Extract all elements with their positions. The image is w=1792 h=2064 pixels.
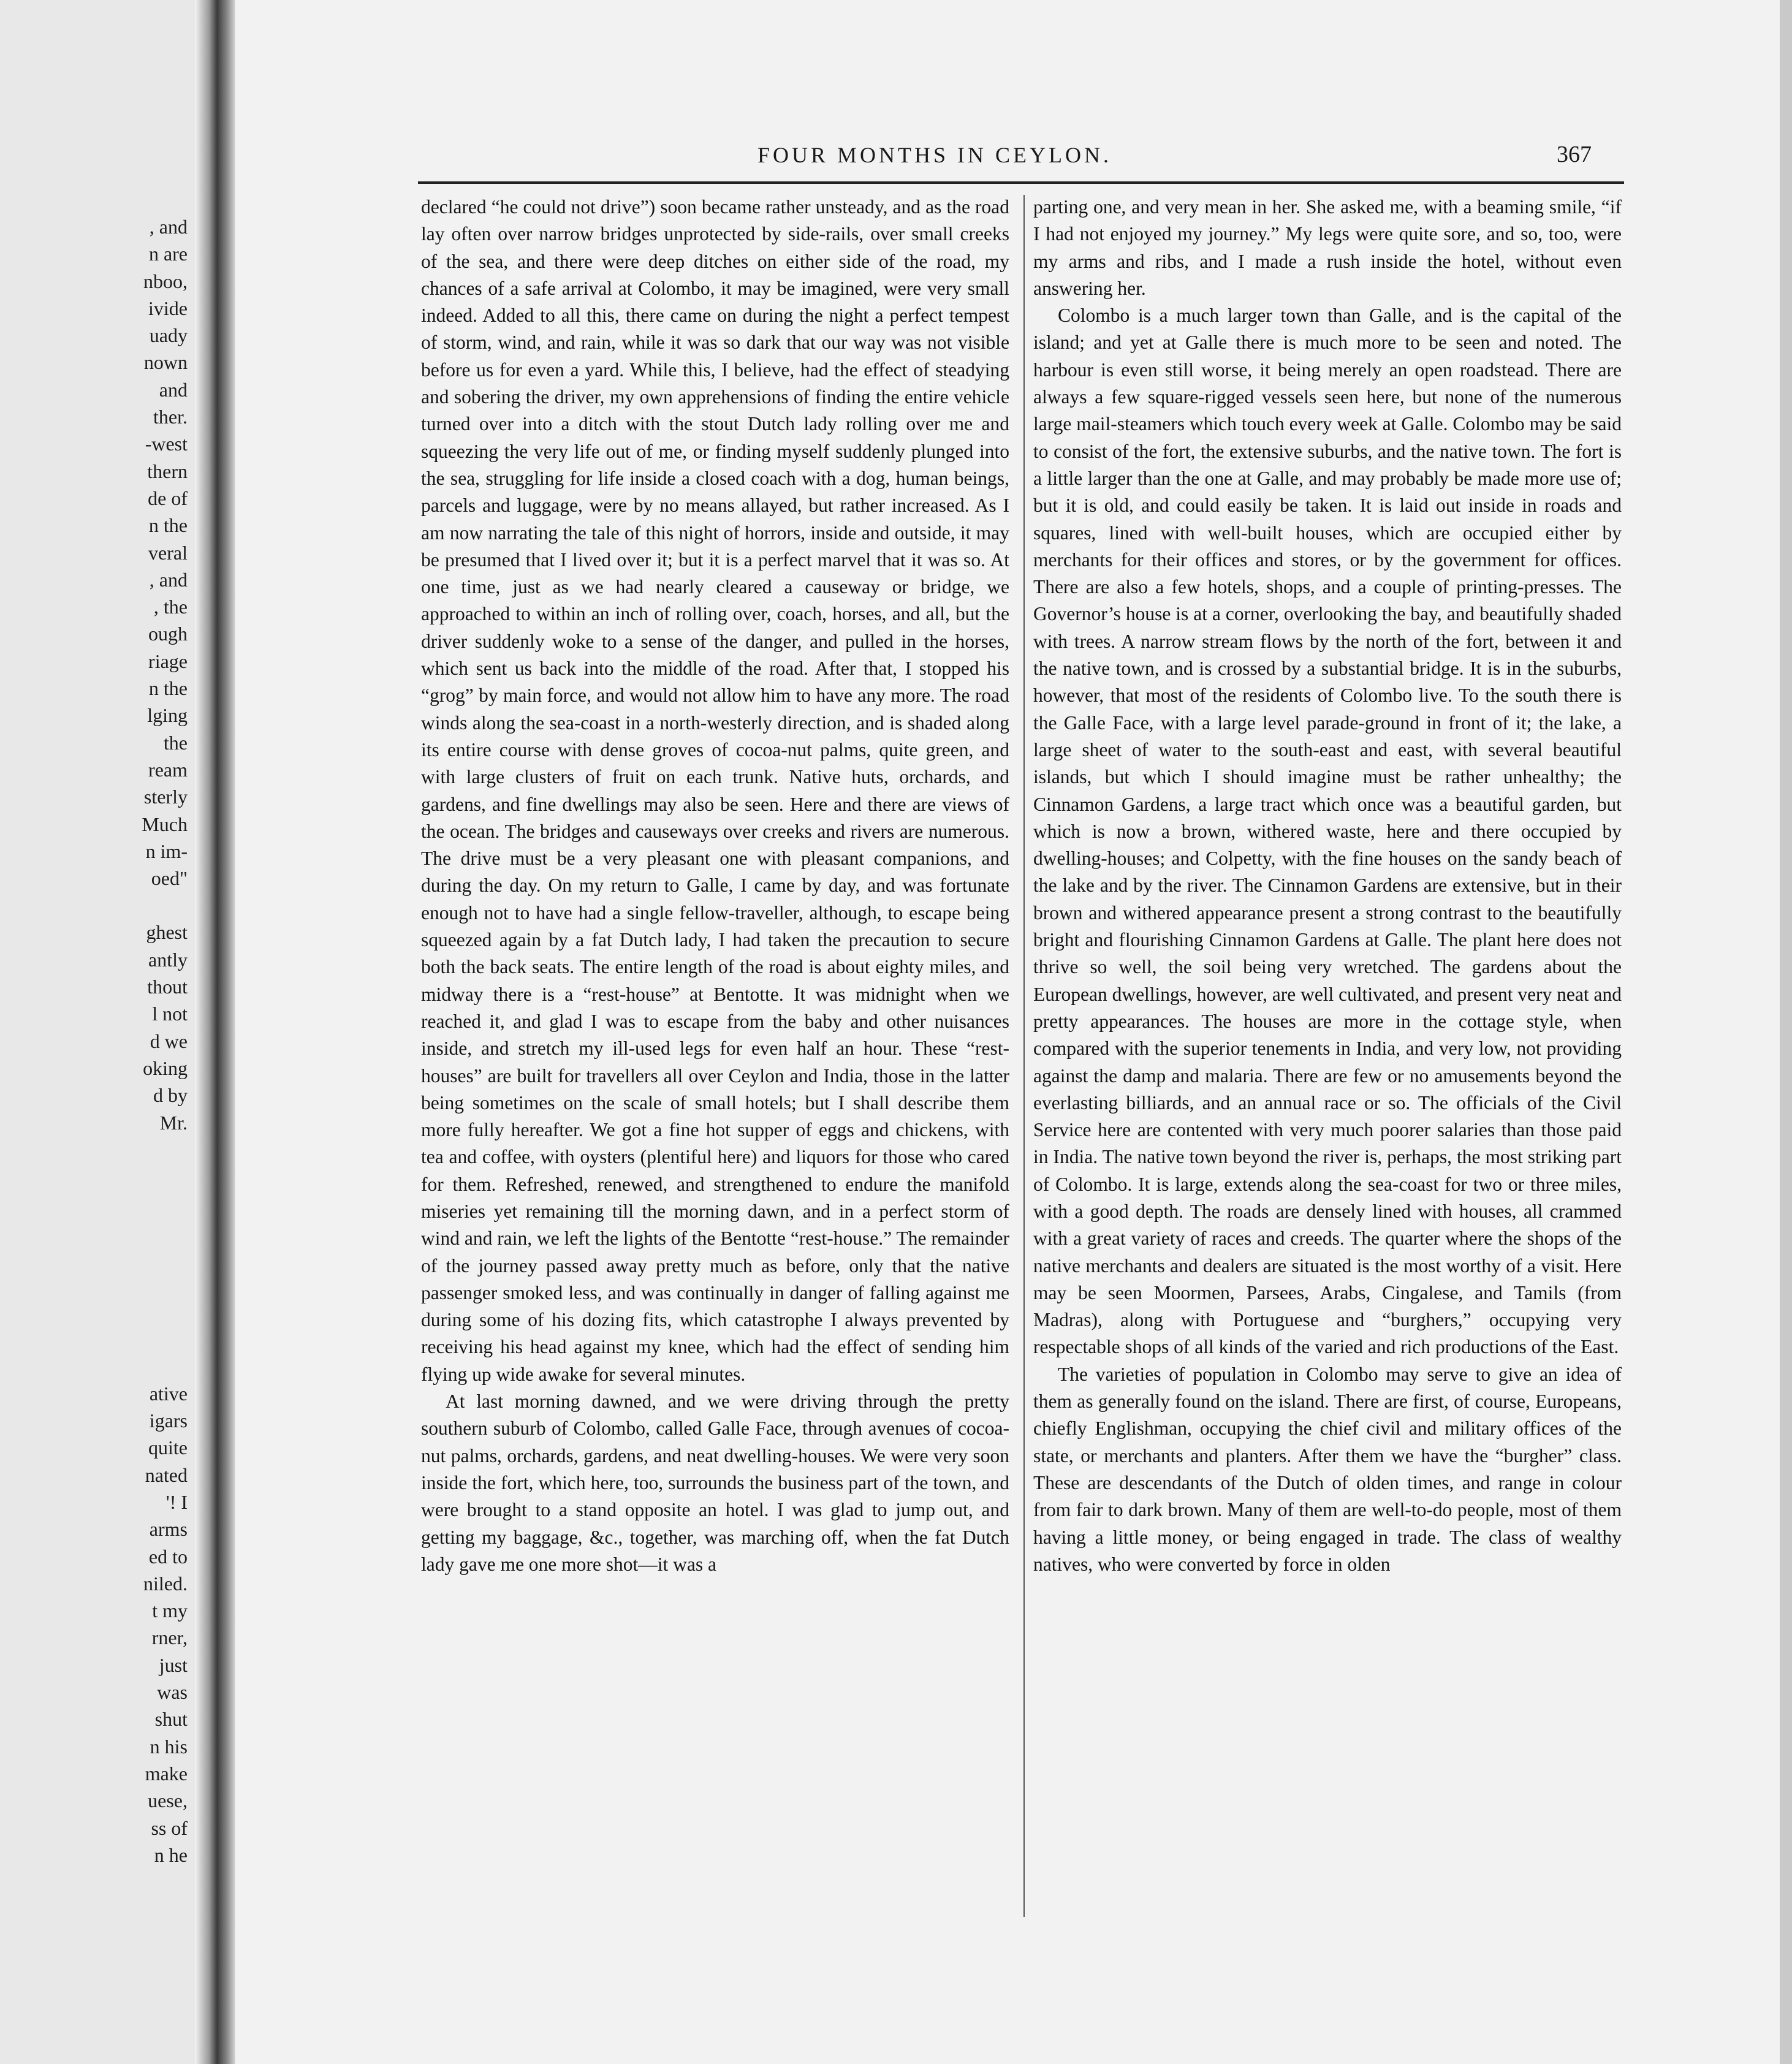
left-page-fragment: n the xyxy=(148,677,188,700)
left-page-fragment: n are xyxy=(148,243,188,265)
left-page-fragment: '! I xyxy=(165,1490,188,1513)
page-number: 367 xyxy=(1557,142,1592,167)
left-page-fragment: ss of xyxy=(151,1816,188,1839)
left-page-fragment: sterly xyxy=(143,786,188,808)
book-gutter xyxy=(195,0,235,2064)
left-page-fragment: ivide xyxy=(148,297,188,319)
left-page-fragment: -west xyxy=(145,433,188,455)
left-page-text-fragments xyxy=(40,213,188,1869)
left-page-fragment: oed" xyxy=(151,867,188,890)
left-page-fragment: just xyxy=(159,1653,188,1676)
header-rule xyxy=(418,181,1624,184)
left-page-fragment: , and xyxy=(149,568,188,591)
left-page-fragment: l not xyxy=(152,1003,188,1025)
paragraph: The varieties of population in Colombo may serve to give an idea of them as generally found on the island. There are first, of course, Europeans, chiefly Englishman, occupying the chief civil and military offices of the state, or merchants and planters. After them we have the “burgher” class. These are descendants of the Dutch of olden times, and range in colour from fair to dark brown. Many of them are well-to-do people, most of them having a little money, or being engaged in trade. The class of wealthy natives, who were converted by force in olden xyxy=(1033,1363,1622,1575)
left-page-fragment: antly xyxy=(148,948,188,971)
left-page-fragment: igars xyxy=(149,1410,188,1432)
left-page-edge xyxy=(0,0,195,2064)
text-column-right xyxy=(1033,194,1622,1578)
left-page-fragment: ther. xyxy=(153,406,188,428)
fragment-gap xyxy=(40,1136,188,1380)
page-edge xyxy=(1780,0,1792,2064)
left-page-fragment: rner, xyxy=(151,1626,188,1649)
left-page-fragment: niled. xyxy=(143,1572,188,1595)
left-page-fragment: uady xyxy=(149,324,188,347)
left-page-fragment: thern xyxy=(147,460,188,482)
left-page-fragment: , and xyxy=(149,216,188,238)
left-page-fragment: thout xyxy=(147,976,188,998)
left-page-fragment: was xyxy=(157,1681,188,1704)
paragraph: At last morning dawned, and we were driving through the pretty southern suburb of Colombo, called Galle Face, through avenues of cocoa-nut palms, orchards, gardens, and neat dwelling-houses. We were very soon inside the fort, which here, too, surrounds the business part of the town, and were brought to a stand opposite an hotel. I was glad to jump out, and getting my baggage, &c., together, was marching off, when the fat Dutch lady gave me one more shot—it was a xyxy=(421,1391,1009,1575)
left-page-fragment: nown xyxy=(143,351,188,374)
left-page-fragment: shut xyxy=(154,1708,188,1731)
fragment-gap xyxy=(40,892,188,919)
left-page-fragment: t my xyxy=(152,1599,188,1622)
left-page-fragment: d we xyxy=(150,1030,188,1052)
left-page-fragment: arms xyxy=(149,1518,188,1541)
left-page-fragment: the xyxy=(163,731,188,754)
text-column-left xyxy=(421,194,1009,1578)
paragraph: parting one, and very mean in her. She asked me, with a beaming smile, “if I had not enjoyed my journey.” My legs were quite sore, and so, too, were my arms and ribs, and I made a rush inside the hotel, without even answering her. xyxy=(1033,196,1622,299)
running-title: FOUR MONTHS IN CEYLON. xyxy=(757,143,1112,167)
left-page-fragment: oking xyxy=(143,1057,188,1079)
left-page-fragment: nboo, xyxy=(143,270,188,292)
left-page-fragment: nated xyxy=(145,1463,188,1486)
left-page-fragment: d by xyxy=(153,1084,188,1107)
left-page-fragment: riage xyxy=(148,650,188,672)
paragraph: declared “he could not drive”) soon became rather unsteady, and as the road lay often over narrow bridges unprotected by side-rails, over small creeks of the sea, and there were deep ditches on either side of the road, my chances of a safe arrival at Colombo, it may be imagined, were very small indeed. Added to all this, there came on during the night a perfect tempest of storm, wind, and rain, while it was so dark that our way was not visible before us for even a yard. While this, I believe, had the effect of steadying and sobering the driver, my own apprehensions of finding the entire vehicle turned over into a ditch with the stout Dutch lady rolling over me and squeezing the very life out of me, or finding myself suddenly plunged into the sea, struggling for life inside a closed coach with a dog, human beings, parcels and luggage, were by no means allayed, but rather increased. As I am now narrating the tale of this night of horrors, inside and outside, it may be presumed that I lived over it; but it is a perfect marvel that it was so. At one time, just as we had nearly cleared a causeway or bridge, we approached to within an inch of rolling over, coach, horses, and all, but the driver suddenly woke to a sense of the danger, and pulled in the horses, which sent us back into the middle of the road. After that, I stopped his “grog” by main force, and would not allow him to have any more. The road winds along the sea-coast in a north-westerly direction, and is shaded along its entire course with dense groves of cocoa-nut palms, quite green, and with large clusters of fruit on each trunk. Native huts, orchards, and gardens, and fine dwellings may also be seen. Here and there are views of the ocean. The bridges and causeways over creeks and rivers are numerous. The drive must be a very pleasant one with pleasant companions, and during the day. On my return to Galle, I came by day, and was fortunate enough not to have had a single fellow-traveller, although, to escape being squeezed again by a fat Dutch lady, I had taken the precaution to secure both the back seats. The entire length of the road is about eighty miles, and midway there is a “rest-house” at Bentotte. It was midnight when we reached it, and glad I was to escape from the baby and other nuisances inside, and stretch my ill-used legs for even half an hour. These “rest-houses” are built for travellers all over Ceylon and India, those in the latter being sometimes on the scale of small hotels; but I shall describe them more fully hereafter. We got a fine hot supper of eggs and chickens, with tea and coffee, with oysters (plentiful here) and liquors for those who cared for them. Refreshed, renewed, and strengthened to endure the manifold miseries yet remaining till the morning dawn, and in a perfect storm of wind and rain, we left the lights of the Bentotte “rest-house.” The remainder of the journey passed away pretty much as before, only that the native passenger smoked less, and was continually in danger of falling against me during some of his dozing fits, which catastrophe I always prevented by receiving his head against my knee, which had the effect of sending him flying up wide awake for several minutes. xyxy=(421,196,1009,1385)
left-page-fragment: ed to xyxy=(148,1545,188,1568)
left-page-fragment: ative xyxy=(149,1382,188,1405)
left-page-fragment: ream xyxy=(148,758,188,781)
left-page-fragment: , the xyxy=(153,596,188,618)
left-page-fragment: ough xyxy=(148,623,188,645)
left-page-fragment: n he xyxy=(154,1843,188,1866)
paragraph: Colombo is a much larger town than Galle, and is the capital of the island; and yet at Galle there is much more to be seen and noted. The harbour is even still worse, it being merely an open roadstead. There are always a few square-rigged vessels seen here, but none of the numerous large mail-steamers which touch every week at Galle. Colombo may be said to consist of the fort, the extensive suburbs, and the native town. The fort is a little larger than the one at Galle, and may probably be made more use of; but it is old, and could easily be taken. It is laid out inside in roads and squares, lined with well-built houses, which are occupied either by merchants for their offices and stores, or by the government for offices. There are also a few hotels, shops, and a couple of printing-presses. The Governor’s house is at a corner, overlooking the bay, and beautifully shaded with trees. A narrow stream flows by the north of the fort, between it and the native town, and is crossed by a substantial bridge. It is in the suburbs, however, that most of the residents of Colombo live. To the south there is the Galle Face, with a large level parade-ground in front of it; the lake, a large sheet of water to the south-east and east, with several beautiful islands, but which I should imagine must be rather unhealthy; the Cinnamon Gardens, a large tract which once was a beautiful garden, but which is now a brown, withered waste, here and there occupied by dwelling-houses; and Colpetty, with the fine houses on the sandy beach of the lake and by the river. The Cinnamon Gardens are extensive, but in their brown and withered appearance present a strong contrast to the beautifully bright and flourishing Cinnamon Gardens at Galle. The plant here does not thrive so well, the soil being very wretched. The gardens about the European dwellings, however, are well cultivated, and present very neat and pretty appearances. The houses are more in the cottage style, when compared with the superior tenements in India, and very low, not providing against the damp and malaria. There are few or no amusements beyond the everlasting billiards, and an annual race or so. The officials of the Civil Service here are contented with very much poorer salaries than those paid in India. The native town beyond the river is, perhaps, the most striking part of Colombo. It is large, extends along the sea-coast for two or three miles, with a good depth. The roads are densely lined with houses, all crammed with a great variety of races and creeds. The quarter where the shops of the native merchants and dealers are situated is the most worthy of a visit. Here may be seen Moormen, Parsees, Arabs, Cingalese, and Tamils (from Madras), along with Portuguese and “burghers,” occupying very respectable shops of all kinds of the varied and rich productions of the East. xyxy=(1033,305,1622,1358)
left-page-fragment: quite xyxy=(148,1436,188,1459)
left-page-fragment: ghest xyxy=(146,921,188,944)
left-page-fragment: n the xyxy=(148,514,188,537)
left-page-fragment: make xyxy=(145,1762,188,1785)
left-page-fragment: n his xyxy=(150,1735,188,1758)
left-page-fragment: veral xyxy=(148,541,188,564)
left-page-fragment: and xyxy=(159,378,188,401)
left-page-fragment: de of xyxy=(148,487,188,509)
left-page-fragment: Much xyxy=(142,813,188,835)
left-page-fragment: Mr. xyxy=(159,1111,188,1134)
left-page-fragment: lging xyxy=(147,704,188,727)
column-divider xyxy=(1023,195,1025,1917)
left-page-fragment: n im- xyxy=(145,840,188,862)
left-page-fragment: uese, xyxy=(148,1789,188,1812)
